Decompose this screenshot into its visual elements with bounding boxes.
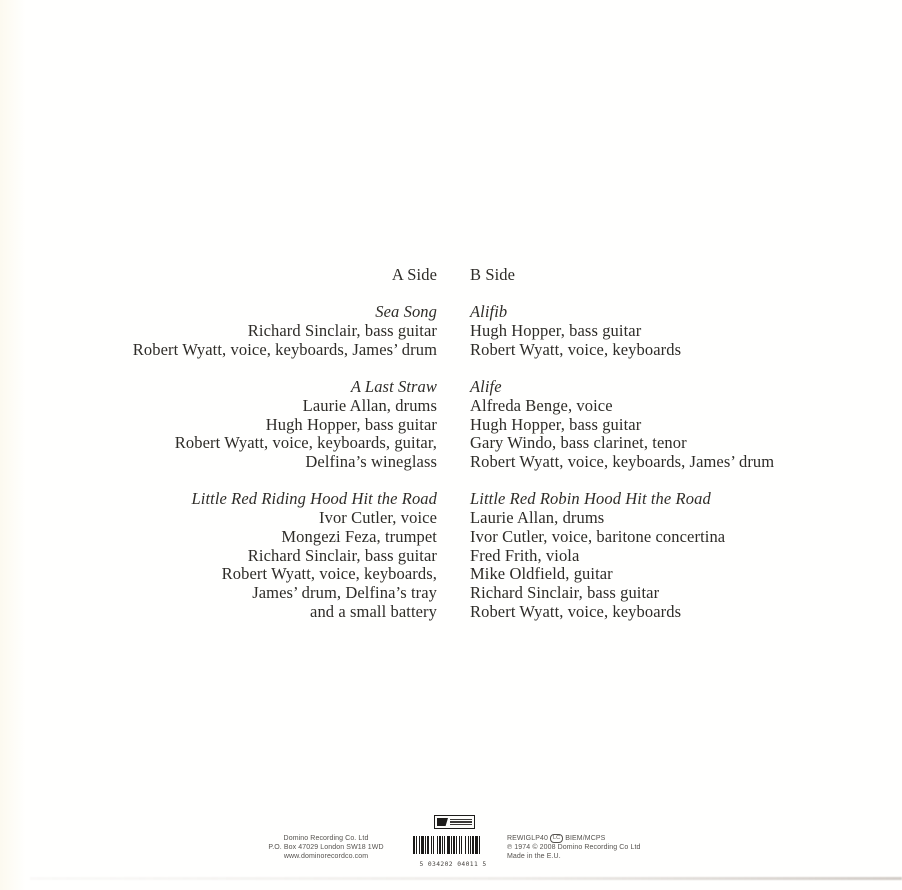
credit-row [0,509,902,528]
credit-line-b-side: Robert Wyatt, voice, keyboards, James’ drum [470,452,775,471]
credit-line-a-side: Richard Sinclair, bass guitar [247,321,437,341]
catalog-line [507,834,677,843]
credit-line-a-side: Mongezi Feza, trumpet [281,526,437,546]
credit-line-a-side: James’ drum, Delfina’s tray [252,582,437,602]
label-address [248,834,404,862]
credit-row [0,453,902,472]
domino-logo-lines [450,818,472,826]
credit-groups [0,303,902,621]
credit-row [0,584,902,603]
credit-line-b-side: Richard Sinclair, bass guitar [470,582,660,602]
track-title-b-side: Alife [470,377,502,397]
credit-line-b-side: Laurie Allan, drums [470,508,605,528]
credit-line-b-side: Robert Wyatt, voice, keyboards [470,339,682,359]
credit-line-a-side: Hugh Hopper, bass guitar [265,414,437,434]
track-title-row [0,490,902,509]
credit-row [0,528,902,547]
catalog-number: REWIGLP40 [507,835,548,842]
a-side-header: A Side [391,265,437,284]
credit-row [0,434,902,453]
credit-line-a-side: Ivor Cutler, voice [319,508,437,528]
lc-code-badge: LC [550,834,563,843]
domino-logo [434,815,475,829]
made-in-line: Made in the E.U. [507,853,561,861]
credit-row [0,341,902,360]
track-title-b-side: Alifib [470,302,508,322]
label-website: www.dominorecordco.com [283,853,369,861]
barcode [412,836,494,868]
credit-row [0,547,902,566]
barcode-bars [412,836,494,855]
credit-line-a-side: and a small battery [310,601,437,621]
credit-line-a-side: Robert Wyatt, voice, keyboards, guitar, [174,433,437,453]
track-title-row [0,303,902,322]
credit-line-b-side: Fred Frith, viola [470,545,580,565]
credit-line-a-side: Laurie Allan, drums [302,395,437,415]
credit-row [0,397,902,416]
credit-line-b-side: Hugh Hopper, bass guitar [470,321,642,341]
barcode-number: 5 034202 04011 5 [419,860,487,868]
track-title-b-side: Little Red Robin Hood Hit the Road [470,489,711,509]
side-headers [0,266,902,285]
track-title-a-side: Little Red Riding Hood Hit the Road [191,489,437,509]
copyright-line: ℗ 1974 © 2008 Domino Recording Co Ltd [507,844,641,852]
credit-line-b-side: Robert Wyatt, voice, keyboards [470,601,682,621]
track-title-a-side: Sea Song [375,302,437,322]
b-side-header: B Side [470,265,516,284]
credit-line-b-side: Ivor Cutler, voice, baritone concertina [470,526,726,546]
credit-row [0,416,902,435]
credit-line-b-side: Mike Oldfield, guitar [470,564,613,584]
label-po-box: P.O. Box 47029 London SW18 1WD [268,844,384,852]
credit-line-a-side: Robert Wyatt, voice, keyboards, [221,564,437,584]
rights-society: BIEM/MCPS [565,835,606,842]
credit-line-b-side: Gary Windo, bass clarinet, tenor [470,433,687,453]
track-title-a-side: A Last Straw [350,377,437,397]
credit-line-a-side: Richard Sinclair, bass guitar [247,545,437,565]
credit-row [0,603,902,622]
credit-row [0,322,902,341]
track-title-row [0,378,902,397]
credit-group [0,378,902,472]
label-name: Domino Recording Co. Ltd [283,835,369,842]
sleeve-bottom-edge [30,877,902,880]
track-credits [0,266,902,621]
credit-group [0,303,902,359]
credit-line-a-side: Delfina’s wineglass [305,452,437,471]
rights-info [507,834,677,862]
credit-group [0,490,902,621]
domino-logo-mark [437,818,448,826]
domino-logo-word [435,830,474,835]
credit-row [0,565,902,584]
credit-line-a-side: Robert Wyatt, voice, keyboards, James’ drum [132,339,437,359]
credit-line-b-side: Hugh Hopper, bass guitar [470,414,642,434]
credit-line-b-side: Alfreda Benge, voice [470,395,613,415]
